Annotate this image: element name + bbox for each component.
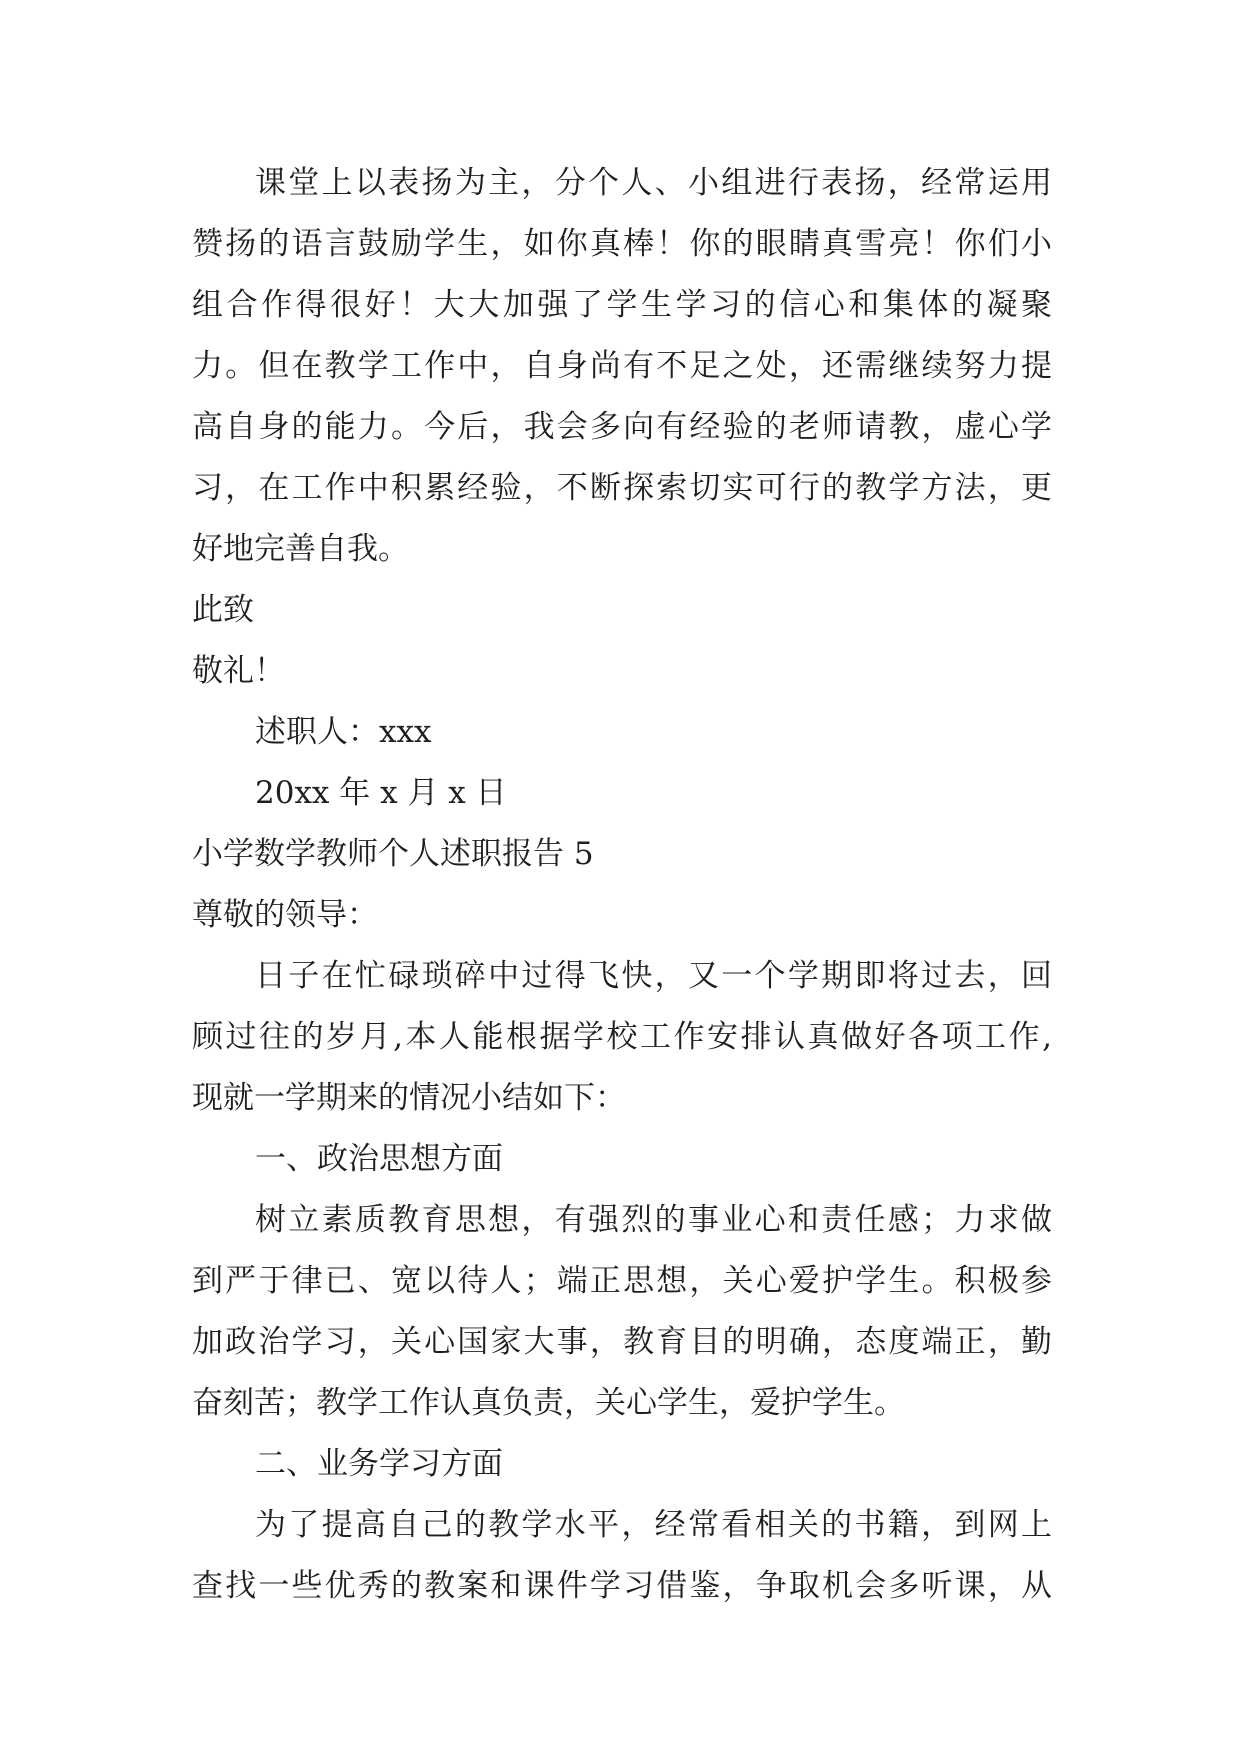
signature-date: 20xx 年 x 月 x 日 xyxy=(255,775,507,811)
closing-regards: 敬礼！ xyxy=(192,653,285,689)
paragraph-line: 奋刻苦；教学工作认真负责，关心学生，爱护学生。 xyxy=(192,1385,905,1421)
paragraph-line: 好地完善自我。 xyxy=(192,531,409,567)
paragraph-line: 习，在工作中积累经验，不断探索切实可行的教学方法，更 xyxy=(192,470,1052,506)
paragraph-line: 赞扬的语言鼓励学生，如你真棒！你的眼睛真雪亮！你们小 xyxy=(192,226,1052,262)
salutation: 尊敬的领导： xyxy=(192,897,378,933)
paragraph-line: 现就一学期来的情况小结如下： xyxy=(192,1080,626,1116)
paragraph-line: 高自身的能力。今后，我会多向有经验的老师请教，虚心学 xyxy=(192,409,1052,445)
signature-name: 述职人：xxx xyxy=(255,714,432,750)
paragraph-line: 日子在忙碌琐碎中过得飞快，又一个学期即将过去，回 xyxy=(255,958,1052,994)
paragraph-line: 加政治学习，关心国家大事，教育目的明确，态度端正，勤 xyxy=(192,1324,1052,1360)
paragraph-line: 树立素质教育思想，有强烈的事业心和责任感；力求做 xyxy=(255,1202,1052,1238)
paragraph-line: 课堂上以表扬为主，分个人、小组进行表扬，经常运用 xyxy=(255,165,1052,201)
paragraph-line: 组合作得很好！大大加强了学生学习的信心和集体的凝聚 xyxy=(192,287,1052,323)
paragraph-line: 到严于律已、宽以待人；端正思想，关心爱护学生。积极参 xyxy=(192,1263,1052,1299)
section-heading: 一、政治思想方面 xyxy=(255,1141,503,1177)
paragraph-line: 为了提高自己的教学水平，经常看相关的书籍，到网上 xyxy=(255,1507,1052,1543)
paragraph-line: 力。但在教学工作中，自身尚有不足之处，还需继续努力提 xyxy=(192,348,1052,384)
paragraph-line: 查找一些优秀的教案和课件学习借鉴，争取机会多听课，从 xyxy=(192,1568,1052,1604)
report-title: 小学数学教师个人述职报告 5 xyxy=(192,836,594,872)
closing-salutation: 此致 xyxy=(192,592,254,628)
paragraph-line: 顾过往的岁月,本人能根据学校工作安排认真做好各项工作, xyxy=(192,1019,1052,1055)
section-heading: 二、业务学习方面 xyxy=(255,1446,503,1482)
